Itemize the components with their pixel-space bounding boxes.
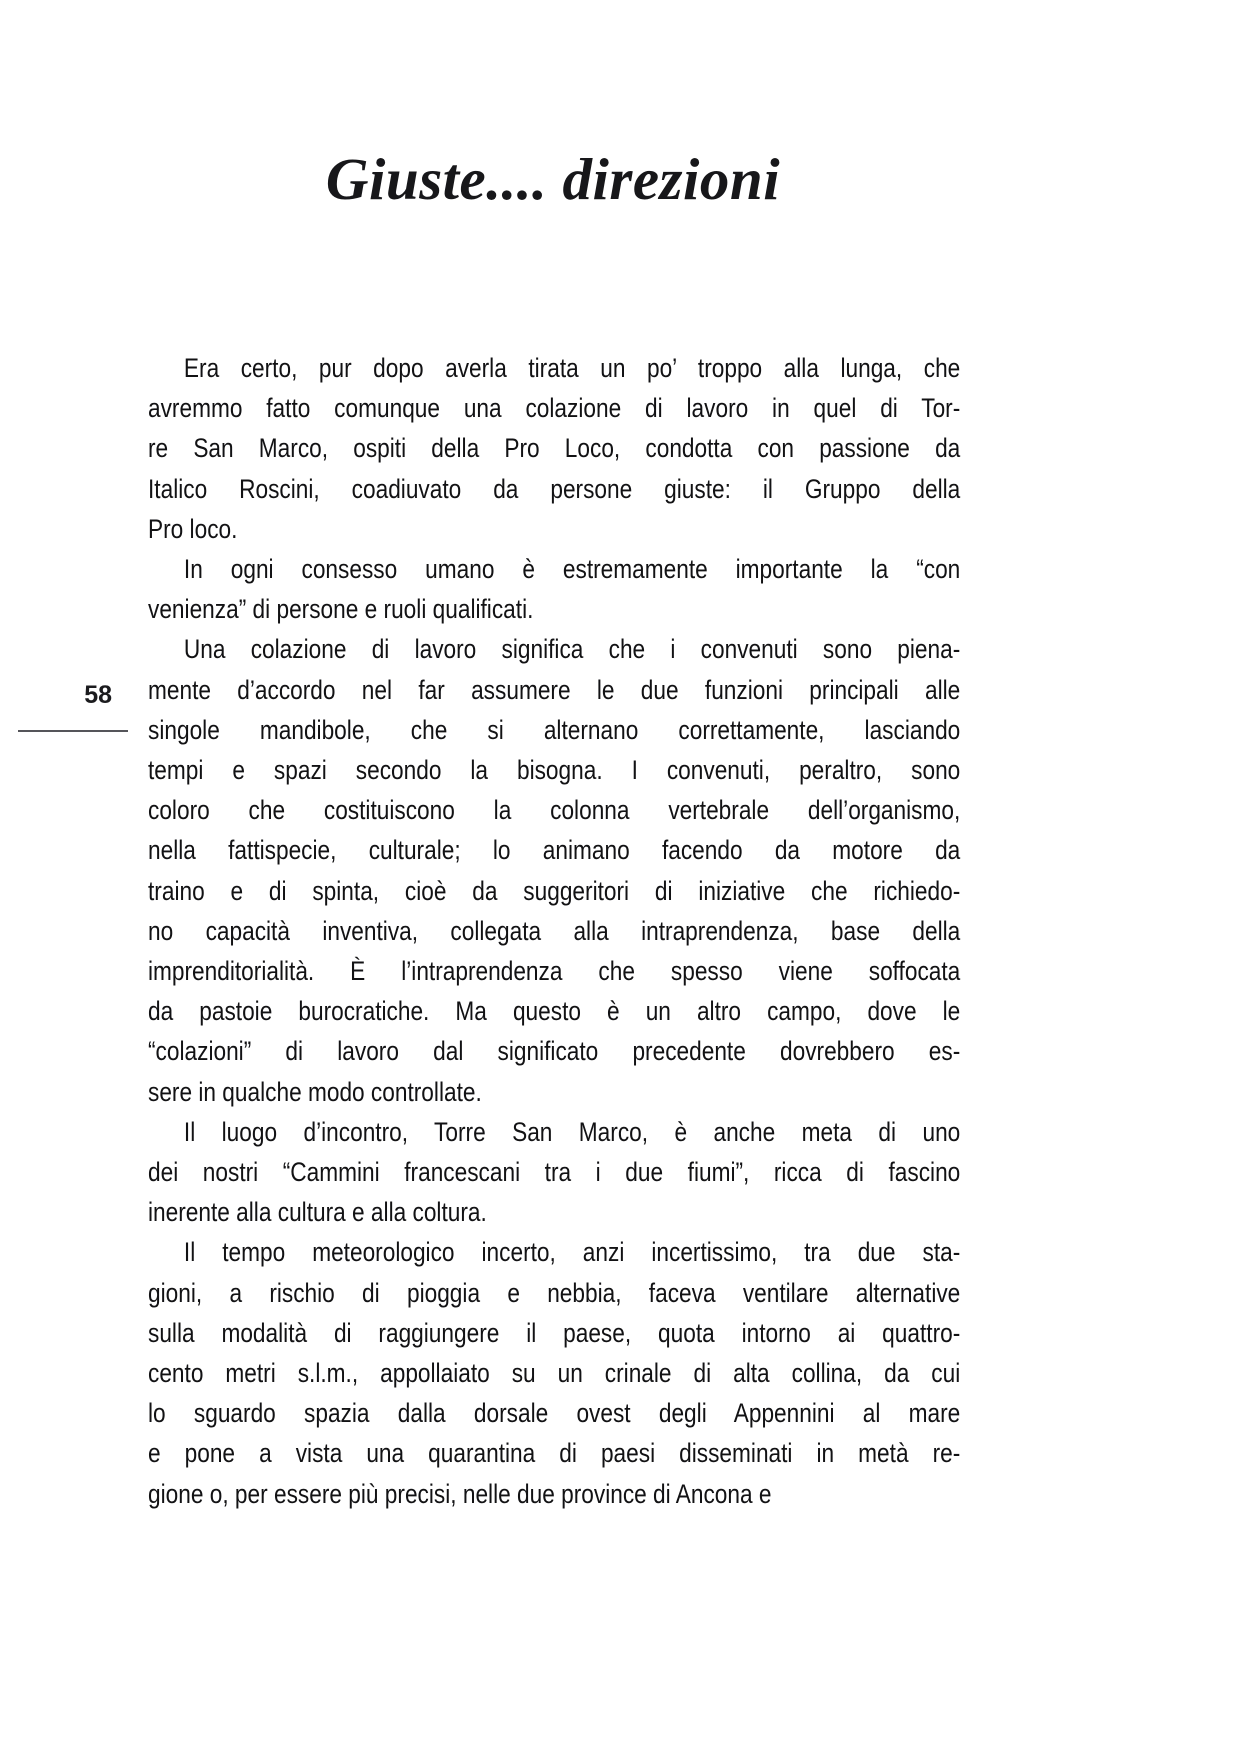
folio-divider	[18, 730, 128, 732]
paragraph	[148, 1232, 960, 1513]
text-line: In ogni consesso umano è estremamente importante la “con	[183, 554, 961, 585]
paragraph	[148, 549, 960, 629]
text-line: singole mandibole, che si alternano correttamente, lasciando	[148, 714, 961, 745]
text-line: sulla modalità di raggiungere il paese, quota intorno ai quattro-	[148, 1317, 961, 1348]
text-line: imprenditorialità. È l’intraprendenza che spesso viene soffocata	[148, 956, 961, 987]
text-line: gioni, a rischio di pioggia e nebbia, faceva ventilare alternative	[148, 1277, 961, 1308]
text-line: coloro che costituiscono la colonna vertebrale dell’organismo,	[148, 795, 961, 826]
paragraph	[148, 629, 960, 1111]
page-title: Giuste.... direzioni	[325, 145, 781, 212]
text-line: lo sguardo spazia dalla dorsale ovest degli Appennini al mare	[148, 1398, 961, 1429]
text-line: Era certo, pur dopo averla tirata un po’ troppo alla lunga, che	[183, 353, 961, 383]
text-line: venienza” di persone e ruoli qualificati.	[148, 594, 534, 625]
text-line: Il tempo meteorologico incerto, anzi incertissimo, tra due sta-	[183, 1237, 961, 1268]
text-line: Pro loco.	[148, 513, 238, 544]
text-line: mente d’accordo nel far assumere le due funzioni principali alle	[148, 674, 961, 705]
text-line: cento metri s.l.m., appollaiato su un crinale di alta collina, da cui	[148, 1358, 961, 1389]
page-number: 58	[84, 681, 112, 709]
text-line: dei nostri “Cammini francescani tra i due fiumi”, ricca di fascino	[148, 1157, 961, 1188]
text-line: e pone a vista una quarantina di paesi disseminati in metà re-	[148, 1438, 961, 1469]
folio-block	[0, 683, 130, 732]
text-line: no capacità inventiva, collegata alla intraprendenza, base della	[148, 915, 961, 946]
text-line: da pastoie burocratiche. Ma questo è un altro campo, dove le	[148, 996, 961, 1027]
paragraph	[148, 1112, 960, 1233]
text-line: traino e di spinta, cioè da suggeritori di iniziative che richiedo-	[148, 875, 961, 906]
text-line: Italico Roscini, coadiuvato da persone giuste: il Gruppo della	[148, 473, 961, 504]
text-line: Una colazione di lavoro significa che i convenuti sono piena-	[183, 634, 961, 665]
text-line: re San Marco, ospiti della Pro Loco, condotta con passione da	[148, 433, 961, 464]
text-line: nella fattispecie, culturale; lo animano facendo da motore da	[148, 835, 961, 866]
text-line: tempi e spazi secondo la bisogna. I convenuti, peraltro, sono	[148, 755, 961, 786]
text-line: inerente alla cultura e alla coltura.	[148, 1197, 487, 1228]
text-line: gione o, per essere più precisi, nelle due province di Ancona e	[148, 1478, 772, 1509]
text-line: avremmo fatto comunque una colazione di lavoro in quel di Tor-	[148, 393, 961, 424]
body-text-column	[148, 348, 960, 1514]
text-line: “colazioni” di lavoro dal significato precedente dovrebbero es-	[148, 1036, 961, 1067]
paragraph	[148, 348, 960, 549]
text-line: sere in qualche modo controllate.	[148, 1076, 482, 1107]
text-line: Il luogo d’incontro, Torre San Marco, è anche meta di uno	[183, 1116, 961, 1147]
